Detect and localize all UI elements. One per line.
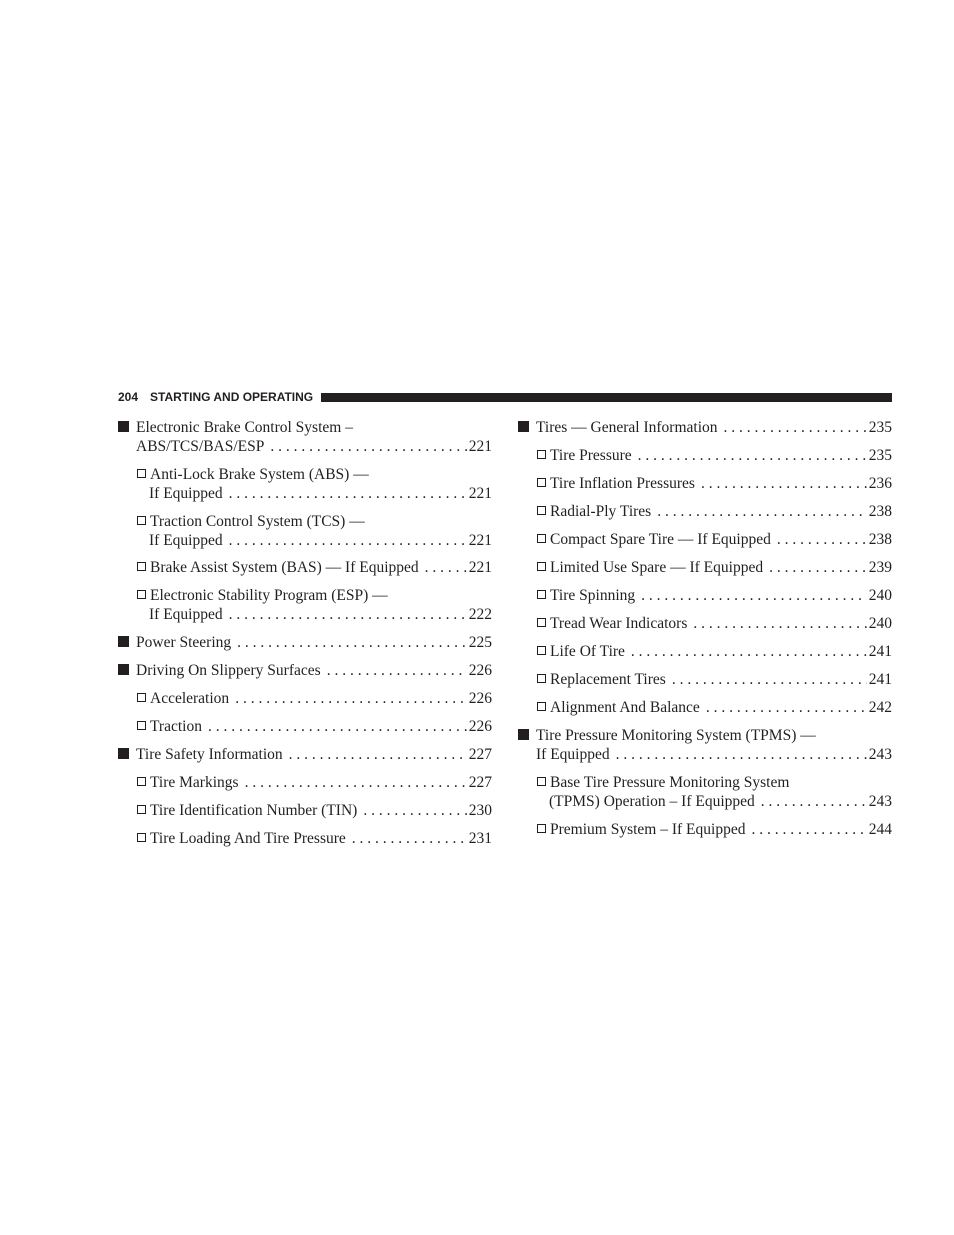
dot-leader	[777, 530, 867, 549]
toc-entry-title: Brake Assist System (BAS) — If Equipped	[150, 559, 419, 576]
toc-page-number: 244	[868, 821, 892, 838]
toc-entry-line	[137, 689, 492, 708]
hollow-square-bullet-icon	[537, 562, 546, 571]
toc-entry-tire-inflation-pressures[interactable]	[518, 474, 892, 493]
toc-entry-alignment-and-balance[interactable]	[518, 698, 892, 717]
toc-page-number: 235	[868, 419, 892, 436]
toc-entry-title: Premium System – If Equipped	[550, 821, 746, 838]
toc-entry-line	[137, 773, 492, 792]
toc-page-number: 226	[468, 718, 492, 735]
filled-square-bullet-icon	[118, 748, 129, 759]
dot-leader	[208, 717, 467, 736]
toc-entry-traction[interactable]	[118, 717, 492, 736]
toc-entry-tire-pressure[interactable]	[518, 446, 892, 465]
hollow-square-bullet-icon	[537, 824, 546, 833]
toc-entry-line	[537, 474, 892, 493]
toc-entry-title: Acceleration	[150, 690, 230, 707]
toc-entry-title: Traction Control System (TCS) —	[150, 513, 365, 530]
toc-entry-title: Limited Use Spare — If Equipped	[550, 559, 764, 576]
toc-page-number: 243	[868, 746, 892, 763]
toc-entry-line	[537, 614, 892, 633]
toc-entry-title: If Equipped	[149, 485, 223, 502]
hollow-square-bullet-icon	[537, 702, 546, 711]
toc-entry-title: Life Of Tire	[550, 643, 625, 660]
toc-entry-title: Tire Spinning	[550, 587, 636, 604]
toc-entry-line	[118, 745, 492, 764]
toc-entry-title: Electronic Brake Control System –	[136, 419, 353, 436]
toc-entry-line	[118, 418, 492, 437]
toc-page-number: 241	[868, 643, 892, 660]
toc-entry-line	[137, 512, 492, 531]
toc-entry-compact-spare-tire-if-equipped[interactable]	[518, 530, 892, 549]
hollow-square-bullet-icon	[137, 833, 146, 842]
toc-entry-line	[137, 717, 492, 736]
toc-entry-title: Tire Pressure Monitoring System (TPMS) —	[536, 727, 816, 744]
dot-leader	[724, 418, 867, 437]
toc-page-number: 221	[468, 532, 492, 549]
toc-entry-line	[137, 829, 492, 848]
toc-page-number: 227	[468, 746, 492, 763]
section-title: STARTING AND OPERATING	[150, 390, 314, 404]
hollow-square-bullet-icon	[137, 805, 146, 814]
hollow-square-bullet-icon	[537, 618, 546, 627]
filled-square-bullet-icon	[518, 421, 529, 432]
header-rule	[321, 393, 892, 402]
toc-entry-title: If Equipped	[149, 606, 223, 623]
dot-leader	[631, 642, 867, 661]
toc-entry-line	[537, 792, 892, 811]
dot-leader	[657, 502, 867, 521]
dot-leader	[245, 773, 467, 792]
dot-leader	[616, 745, 867, 764]
toc-entry-tires-general-information[interactable]	[518, 418, 892, 437]
toc-entry-line	[537, 558, 892, 577]
toc-entry-title: Tire Markings	[150, 774, 239, 791]
toc-entry-line	[518, 745, 892, 764]
toc-entry-line	[537, 586, 892, 605]
toc-page-number: 231	[468, 830, 492, 847]
toc-entry-line	[537, 820, 892, 839]
toc-entry-title: Base Tire Pressure Monitoring System	[550, 774, 790, 791]
toc-entry-line	[137, 586, 492, 605]
dot-leader	[638, 446, 867, 465]
hollow-square-bullet-icon	[137, 562, 146, 571]
toc-entry-replacement-tires[interactable]	[518, 670, 892, 689]
toc-entry-line	[137, 465, 492, 484]
toc-page-number: 222	[468, 606, 492, 623]
dot-leader	[237, 633, 467, 652]
toc-entry-line	[137, 605, 492, 624]
toc-entry-title: Tire Inflation Pressures	[550, 475, 695, 492]
toc-entry-title: Radial-Ply Tires	[550, 503, 652, 520]
toc-page-number: 240	[868, 587, 892, 604]
toc-entry-title: ABS/TCS/BAS/ESP	[136, 438, 265, 455]
toc-entry-line	[137, 558, 492, 577]
dot-leader	[363, 801, 466, 820]
dot-leader	[352, 829, 467, 848]
dot-leader	[672, 670, 867, 689]
dot-leader	[769, 558, 867, 577]
toc-page-number: 227	[468, 774, 492, 791]
toc-entry-electronic-stability-program-esp[interactable]	[118, 586, 492, 624]
dot-leader	[229, 605, 467, 624]
toc-entry-base-tire-pressure-monitoring-system[interactable]	[518, 773, 892, 811]
toc-entry-line	[537, 502, 892, 521]
toc-entry-line	[137, 531, 492, 550]
toc-entry-title: Tires — General Information	[536, 419, 718, 436]
toc-entry-line	[537, 642, 892, 661]
toc-entry-power-steering[interactable]	[118, 633, 492, 652]
filled-square-bullet-icon	[118, 421, 129, 432]
toc-entry-limited-use-spare-if-equipped[interactable]	[518, 558, 892, 577]
dot-leader	[289, 745, 467, 764]
dot-leader	[229, 484, 467, 503]
hollow-square-bullet-icon	[537, 534, 546, 543]
dot-leader	[235, 689, 467, 708]
toc-entry-tire-safety-information[interactable]	[118, 745, 492, 764]
toc-entry-line	[518, 418, 892, 437]
toc-entry-line	[537, 773, 892, 792]
toc-page-number: 243	[868, 793, 892, 810]
toc-entry-title: Tire Loading And Tire Pressure	[150, 830, 346, 847]
toc-entry-tread-wear-indicators[interactable]	[518, 614, 892, 633]
toc-page-number: 221	[468, 485, 492, 502]
toc-page-number: 221	[468, 559, 492, 576]
toc-entry-anti-lock-brake-system-abs[interactable]	[118, 465, 492, 503]
toc-entry-line	[537, 446, 892, 465]
toc-entry-life-of-tire[interactable]	[518, 642, 892, 661]
toc-entry-line	[537, 698, 892, 717]
filled-square-bullet-icon	[518, 729, 529, 740]
filled-square-bullet-icon	[118, 664, 129, 675]
toc-entry-title: If Equipped	[536, 746, 610, 763]
dot-leader	[761, 792, 867, 811]
filled-square-bullet-icon	[118, 636, 129, 647]
toc-entry-line	[137, 484, 492, 503]
toc-entry-line	[118, 437, 492, 456]
toc-entry-title: Electronic Stability Program (ESP) —	[150, 587, 388, 604]
running-header	[118, 389, 892, 405]
hollow-square-bullet-icon	[137, 721, 146, 730]
hollow-square-bullet-icon	[137, 516, 146, 525]
hollow-square-bullet-icon	[137, 777, 146, 786]
dot-leader	[327, 661, 467, 680]
toc-entry-title: Alignment And Balance	[550, 699, 700, 716]
toc-entry-tire-spinning[interactable]	[518, 586, 892, 605]
toc-page-number: 238	[868, 531, 892, 548]
toc-page-number: 236	[868, 475, 892, 492]
page-number: 204	[118, 390, 139, 404]
toc-entry-tire-pressure-monitoring-system-tpms[interactable]	[518, 726, 892, 764]
toc-page-number: 238	[868, 503, 892, 520]
dot-leader	[751, 820, 866, 839]
toc-entry-tire-markings[interactable]	[118, 773, 492, 792]
hollow-square-bullet-icon	[137, 693, 146, 702]
toc-entry-line	[537, 530, 892, 549]
toc-page-number: 241	[868, 671, 892, 688]
toc-page-number: 226	[468, 690, 492, 707]
toc-entry-title: If Equipped	[149, 532, 223, 549]
toc-entry-title: Traction	[150, 718, 202, 735]
toc-entry-radial-ply-tires[interactable]	[518, 502, 892, 521]
dot-leader	[693, 614, 866, 633]
toc-entry-title: (TPMS) Operation – If Equipped	[549, 793, 755, 810]
toc-entry-title: Tread Wear Indicators	[550, 615, 688, 632]
toc-entry-title: Replacement Tires	[550, 671, 666, 688]
toc-entry-title: Compact Spare Tire — If Equipped	[550, 531, 771, 548]
toc-entry-tire-identification-number-tin[interactable]	[118, 801, 492, 820]
hollow-square-bullet-icon	[537, 450, 546, 459]
dot-leader	[701, 474, 867, 493]
toc-page-number: 239	[868, 559, 892, 576]
toc-page-number: 225	[468, 634, 492, 651]
toc-entry-electronic-brake-control-system[interactable]	[118, 418, 492, 456]
toc-entry-line	[118, 633, 492, 652]
toc-entry-tire-loading-and-tire-pressure[interactable]	[118, 829, 492, 848]
hollow-square-bullet-icon	[537, 777, 546, 786]
toc-entry-line	[518, 726, 892, 745]
toc-entry-title: Tire Identification Number (TIN)	[150, 802, 358, 819]
toc-page-number: 240	[868, 615, 892, 632]
toc-entry-line	[137, 801, 492, 820]
hollow-square-bullet-icon	[537, 646, 546, 655]
toc-entry-acceleration[interactable]	[118, 689, 492, 708]
toc-entry-brake-assist-system-bas-if-equipped[interactable]	[118, 558, 492, 577]
toc-entry-title: Tire Pressure	[550, 447, 632, 464]
toc-entry-line	[118, 661, 492, 680]
toc-entry-driving-on-slippery-surfaces[interactable]	[118, 661, 492, 680]
dot-leader	[229, 531, 467, 550]
hollow-square-bullet-icon	[537, 506, 546, 515]
toc-page-number: 221	[468, 438, 492, 455]
dot-leader	[270, 437, 466, 456]
hollow-square-bullet-icon	[137, 590, 146, 599]
hollow-square-bullet-icon	[137, 469, 146, 478]
hollow-square-bullet-icon	[537, 590, 546, 599]
toc-entry-title: Power Steering	[136, 634, 232, 651]
toc-entry-title: Tire Safety Information	[136, 746, 283, 763]
toc-entry-traction-control-system-tcs[interactable]	[118, 512, 492, 550]
toc-entry-line	[537, 670, 892, 689]
toc-page-number: 242	[868, 699, 892, 716]
hollow-square-bullet-icon	[537, 674, 546, 683]
dot-leader	[641, 586, 867, 605]
hollow-square-bullet-icon	[537, 478, 546, 487]
toc-page-number: 235	[868, 447, 892, 464]
dot-leader	[425, 558, 467, 577]
toc-page-number: 230	[468, 802, 492, 819]
toc-page-number: 226	[468, 662, 492, 679]
dot-leader	[706, 698, 867, 717]
toc-entry-title: Driving On Slippery Surfaces	[136, 662, 321, 679]
toc-entry-title: Anti-Lock Brake System (ABS) —	[150, 466, 369, 483]
toc-entry-premium-system-if-equipped[interactable]	[518, 820, 892, 839]
